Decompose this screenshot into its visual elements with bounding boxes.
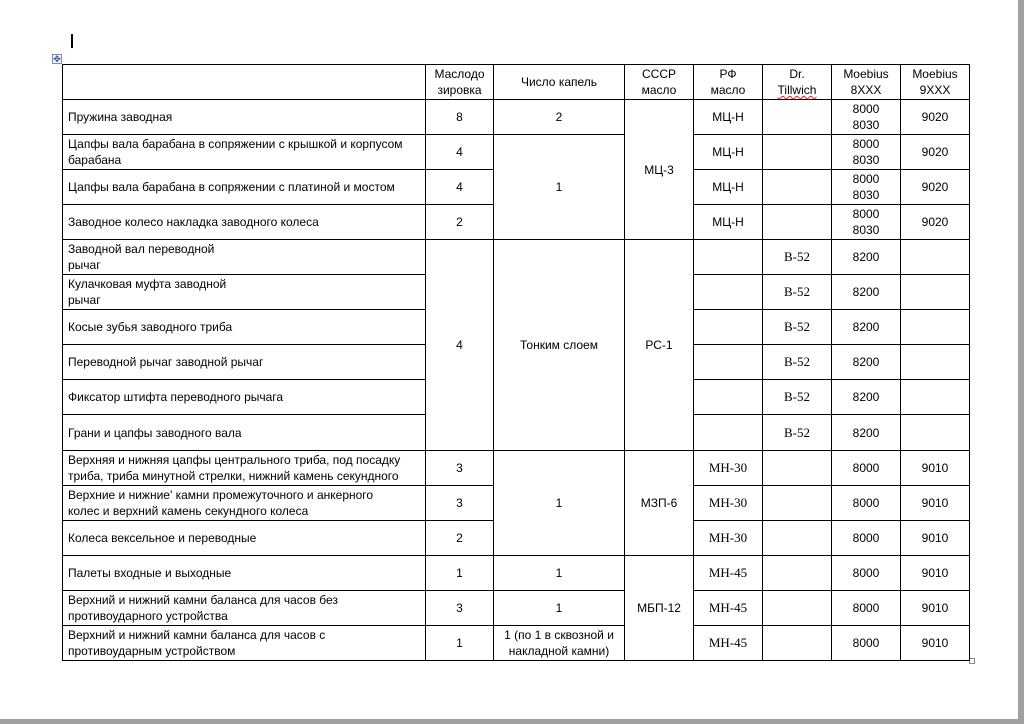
tillwich-cell (763, 451, 832, 486)
drops-cell: 2 (494, 100, 625, 135)
moebius8-cell: 8000 (832, 451, 901, 486)
header-moebius-8xxx: Moebius 8XXX (832, 65, 901, 100)
tillwich-cell (763, 170, 832, 205)
table-row (63, 135, 970, 170)
moebius8-cell: 8000 (832, 591, 901, 626)
amount-cell: 2 (426, 205, 494, 240)
moebius9-cell: 9020 (901, 170, 970, 205)
tillwich-cell: В-52 (763, 310, 832, 345)
tillwich-cell (763, 486, 832, 521)
rf-oil-cell (694, 310, 763, 345)
amount-cell: 4 (426, 135, 494, 170)
tillwich-cell (763, 135, 832, 170)
rf-oil-cell: МЦ-Н (694, 135, 763, 170)
part-cell: Заводное колесо накладка заводного колеса (63, 205, 426, 240)
part-cell: Пружина заводная (63, 100, 426, 135)
table-row (63, 626, 970, 661)
drops-cell: 1 (по 1 в сквозной и накладной камни) (494, 626, 625, 661)
table-row (63, 100, 970, 135)
drops-group-2: Тонким слоем (494, 240, 625, 451)
tillwich-cell (763, 205, 832, 240)
lubrication-table (62, 64, 970, 661)
moebius8-cell: 8200 (832, 240, 901, 275)
rf-oil-cell (694, 240, 763, 275)
tillwich-cell: В-52 (763, 415, 832, 451)
header-ussr-oil: СССР масло (625, 65, 694, 100)
header-rf-oil: РФ масло (694, 65, 763, 100)
header-lubrication: Маслодо зировка (426, 65, 494, 100)
part-cell: Верхний и нижний камни баланса для часов без противоударного устройства (63, 591, 426, 626)
rf-oil-cell: МЦ-Н (694, 170, 763, 205)
table-row (63, 451, 970, 486)
rf-oil-cell (694, 380, 763, 415)
part-cell: Заводной вал переводной рычаг (63, 240, 426, 275)
moebius8-cell: 8200 (832, 415, 901, 451)
amount-cell: 8 (426, 100, 494, 135)
tillwich-cell: В-52 (763, 275, 832, 310)
part-cell: Переводной рычаг заводной рычаг (63, 345, 426, 380)
amount-group-2: 4 (426, 240, 494, 451)
moebius8-cell: 8200 (832, 310, 901, 345)
rf-oil-cell (694, 275, 763, 310)
moebius9-cell (901, 310, 970, 345)
moebius9-cell (901, 240, 970, 275)
moebius8-cell: 8000 8030 (832, 100, 901, 135)
moebius8-cell: 8000 8030 (832, 205, 901, 240)
rf-oil-cell: МН-30 (694, 451, 763, 486)
part-cell: Фиксатор штифта переводного рычага (63, 380, 426, 415)
moebius8-cell: 8200 (832, 380, 901, 415)
header-part (63, 65, 426, 100)
moebius8-cell: 8000 8030 (832, 135, 901, 170)
tillwich-cell (763, 556, 832, 591)
moebius8-cell: 8000 (832, 486, 901, 521)
tillwich-cell: В-52 (763, 345, 832, 380)
moebius9-cell: 9010 (901, 591, 970, 626)
rf-oil-cell: МН-30 (694, 521, 763, 556)
moebius8-cell: 8000 (832, 626, 901, 661)
part-cell: Верхний и нижний камни баланса для часов с противоударным устройством (63, 626, 426, 661)
tillwich-cell (763, 591, 832, 626)
rf-oil-cell (694, 415, 763, 451)
ussr-oil-group-4: МБП-12 (625, 556, 694, 661)
rf-oil-cell: МН-45 (694, 626, 763, 661)
tillwich-cell: В-52 (763, 240, 832, 275)
moebius9-cell: 9020 (901, 135, 970, 170)
moebius8-cell: 8000 8030 (832, 170, 901, 205)
table-row (63, 240, 970, 275)
part-cell: Косые зубья заводного триба (63, 310, 426, 345)
moebius9-cell (901, 415, 970, 451)
amount-cell: 2 (426, 521, 494, 556)
part-cell: Колеса вексельное и переводные (63, 521, 426, 556)
moebius8-cell: 8200 (832, 345, 901, 380)
part-cell: Верхние и нижние' камни промежуточного и анкерного колес и верхний камень секундного колеса (63, 486, 426, 521)
part-cell: Кулачковая муфта заводной рычаг (63, 275, 426, 310)
drops-group-3: 1 (494, 451, 625, 556)
drops-group-1: 1 (494, 135, 625, 240)
tillwich-cell (763, 626, 832, 661)
part-cell: Грани и цапфы заводного вала (63, 415, 426, 451)
amount-cell: 1 (426, 626, 494, 661)
part-cell: Цапфы вала барабана в сопряжении с платиной и мостом (63, 170, 426, 205)
part-cell: Цапфы вала барабана в сопряжении с крышкой и корпусом барабана (63, 135, 426, 170)
moebius9-cell (901, 345, 970, 380)
moebius9-cell: 9010 (901, 486, 970, 521)
tillwich-cell: В-52 (763, 380, 832, 415)
window-border-right (1018, 0, 1024, 724)
table-row (63, 556, 970, 591)
drops-cell: 1 (494, 556, 625, 591)
moebius9-cell (901, 275, 970, 310)
header-moebius-9xxx: Moebius 9XXX (901, 65, 970, 100)
part-cell: Верхняя и нижняя цапфы центрального триба, под посадку триба, триба минутной стрелки, нижний камень секундного (63, 451, 426, 486)
header-row (63, 65, 970, 100)
rf-oil-cell: МН-30 (694, 486, 763, 521)
amount-cell: 3 (426, 451, 494, 486)
ussr-oil-group-2: РС-1 (625, 240, 694, 451)
moebius9-cell: 9010 (901, 521, 970, 556)
table-row (63, 591, 970, 626)
rf-oil-cell: МЦ-Н (694, 205, 763, 240)
moebius9-cell: 9010 (901, 556, 970, 591)
tillwich-cell (763, 100, 832, 135)
moebius9-cell: 9020 (901, 205, 970, 240)
table-move-handle-icon[interactable]: ✥ (53, 54, 61, 64)
rf-oil-cell: МН-45 (694, 556, 763, 591)
tillwich-cell (763, 521, 832, 556)
amount-cell: 1 (426, 556, 494, 591)
moebius8-cell: 8000 (832, 556, 901, 591)
header-tillwich: Dr. Tillwich (763, 65, 832, 100)
moebius8-cell: 8200 (832, 275, 901, 310)
amount-cell: 3 (426, 591, 494, 626)
moebius9-cell (901, 380, 970, 415)
moebius9-cell: 9010 (901, 451, 970, 486)
header-drops: Число капель (494, 65, 625, 100)
window-border-bottom (0, 719, 1024, 724)
amount-cell: 4 (426, 170, 494, 205)
moebius9-cell: 9020 (901, 100, 970, 135)
text-cursor (71, 34, 73, 48)
part-cell: Палеты входные и выходные (63, 556, 426, 591)
rf-oil-cell: МН-45 (694, 591, 763, 626)
moebius8-cell: 8000 (832, 521, 901, 556)
amount-cell: 3 (426, 486, 494, 521)
ussr-oil-group-1: МЦ-3 (625, 100, 694, 240)
ussr-oil-group-3: МЗП-6 (625, 451, 694, 556)
rf-oil-cell (694, 345, 763, 380)
rf-oil-cell: МЦ-Н (694, 100, 763, 135)
moebius9-cell: 9010 (901, 626, 970, 661)
drops-cell: 1 (494, 591, 625, 626)
